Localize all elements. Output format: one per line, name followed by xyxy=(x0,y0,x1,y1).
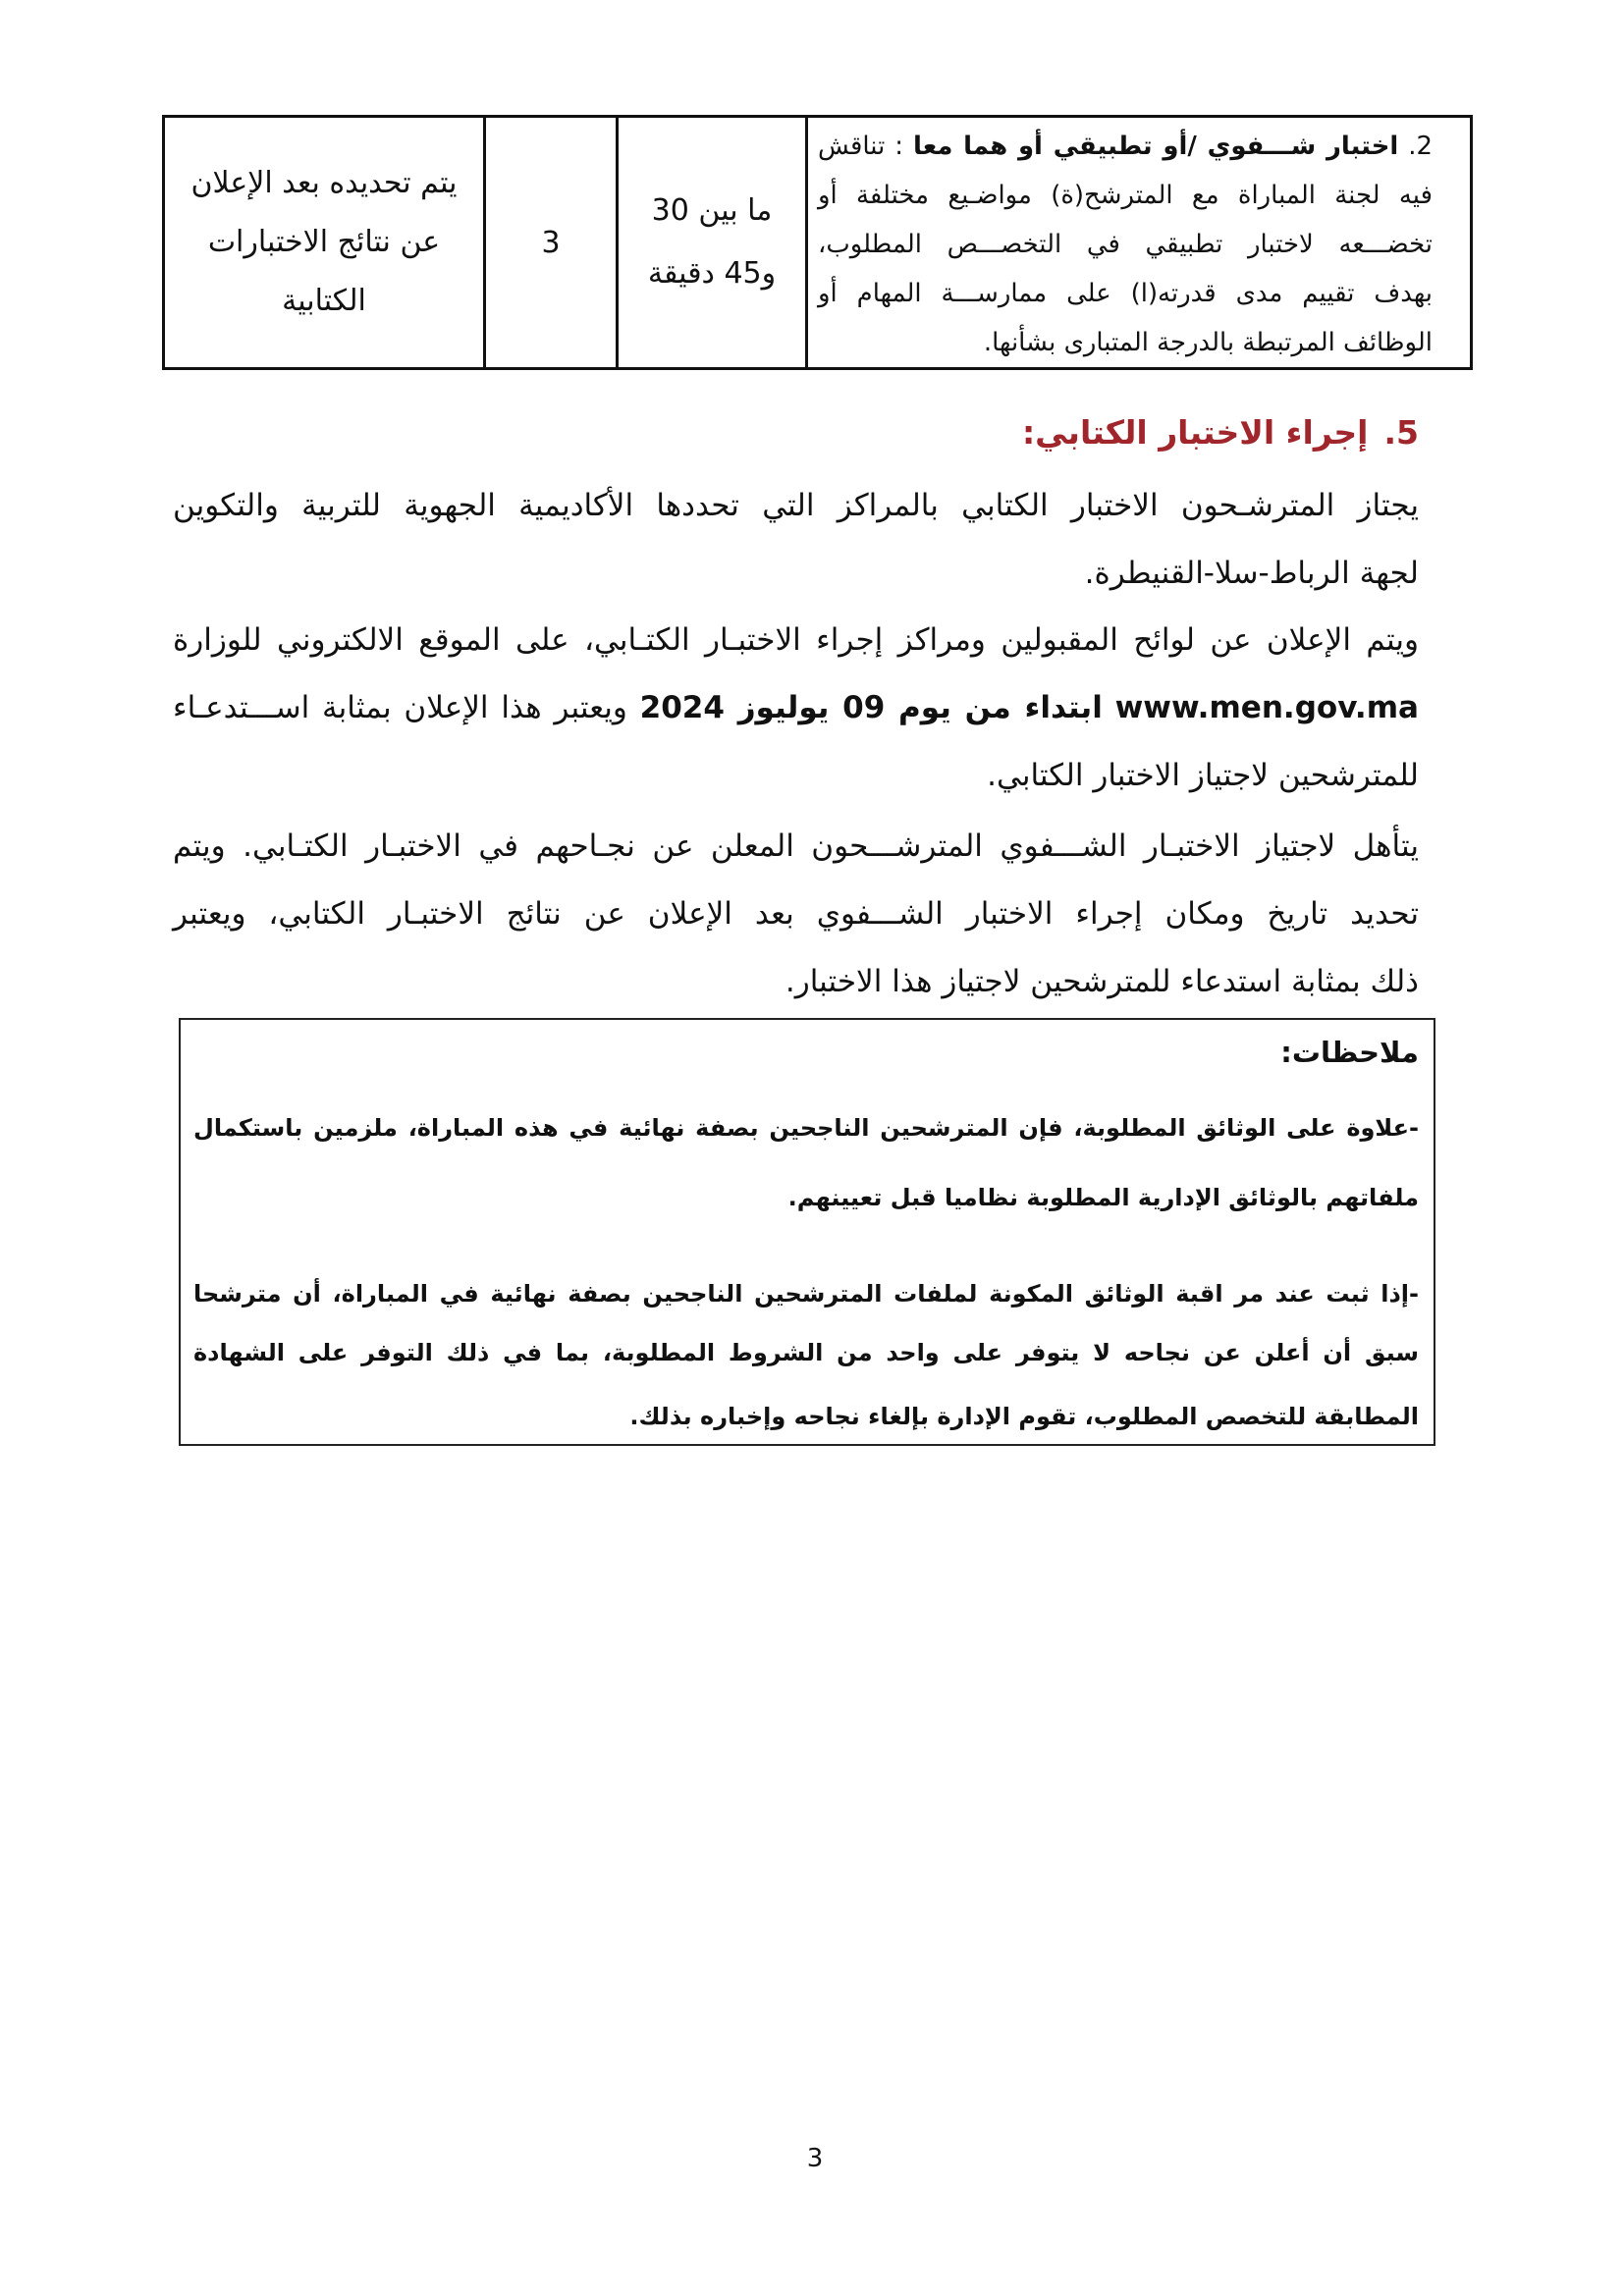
announcement-date: ابتداء من يوم 09 يوليوز 2024 xyxy=(639,690,1103,725)
paragraph-line: لجهة الرباط-سلا-القنيطرة. xyxy=(1084,556,1419,591)
duration-cell xyxy=(618,117,807,369)
date-line: يتم تحديده بعد الإعلان xyxy=(190,166,458,200)
note-line: سبق أن أعلن عن نجاحه لا يتوفر على واحد من الشروط المطلوبة، بما في ذلك التوفر على الشهادة xyxy=(193,1339,1419,1366)
note-line: -إذا ثبت عند مر اقبة الوثائق المكونة لملفات المترشحين الناجحين بصفة نهائية في المباراة، أن مترشحا xyxy=(193,1280,1419,1308)
website-url: www.men.gov.ma xyxy=(1114,690,1419,725)
section-heading xyxy=(173,403,1419,462)
duration-line: ما بين 30 xyxy=(651,193,773,228)
description-line xyxy=(818,122,1433,171)
note-line: -علاوة على الوثائق المطلوبة، فإن المترشحين الناجحين بصفة نهائية في هذه المباراة، ملزمين باستكمال xyxy=(193,1114,1419,1142)
duration-line: و45 دقيقة xyxy=(647,256,777,291)
exam-description-cell xyxy=(807,117,1472,369)
paragraph-oral-exam xyxy=(173,813,1419,1016)
exam-type-label: اختبار شـــفوي /أو تطبيقي أو هما معا xyxy=(913,132,1399,161)
date-line: الكتابية xyxy=(282,284,366,318)
notes-title: ملاحظات: xyxy=(1280,1036,1419,1069)
description-line: بهدف تقييم مدى قدرته(ا) على ممارســـة المهام أو xyxy=(818,279,1433,308)
description-line: تخضـــعه لاختبار تطبيقي في التخصـــص المطلوب، xyxy=(818,230,1433,259)
exam-table xyxy=(162,115,1473,370)
table-row xyxy=(164,117,1472,369)
note-line: ملفاتهم بالوثائق الإدارية المطلوبة نظاميا قبل تعيينهم. xyxy=(787,1184,1419,1211)
paragraph-line: للمترشحين لاجتياز الاختبار الكتابي. xyxy=(987,758,1419,793)
paragraph-exam-centers xyxy=(173,472,1419,608)
paragraph-line xyxy=(173,674,1419,742)
date-line: عن نتائج الاختبارات xyxy=(207,225,441,259)
paragraph-announcement xyxy=(173,607,1419,810)
page-number: 3 xyxy=(806,2144,824,2173)
exam-type-number: 2. xyxy=(1408,132,1433,161)
section-title: إجراء الاختبار الكتابي: xyxy=(1021,413,1369,452)
paragraph-text: ويعتبر هذا الإعلان بمثابة اســـتدعـاء xyxy=(173,690,627,725)
note-line: المطابقة للتخصص المطلوب، تقوم الإدارة بإلغاء نجاحه وإخباره بذلك. xyxy=(629,1403,1419,1430)
paragraph-line: تحديد تاريخ ومكان إجراء الاختبار الشـــفوي بعد الإعلان عن نتائج الاختبـار الكتابي، ويعتبر xyxy=(173,896,1419,932)
paragraph-line: يجتاز المترشـحون الاختبار الكتابي بالمراكز التي تحددها الأكاديمية الجهوية للتربية والتكوين xyxy=(173,488,1419,523)
description-line: فيه لجنة المباراة مع المترشح(ة) مواضـيع مختلفة أو xyxy=(818,181,1433,210)
date-cell xyxy=(164,117,485,369)
coefficient-cell: 3 xyxy=(485,117,618,369)
paragraph-line: ويتم الإعلان عن لوائح المقبولين ومراكز إجراء الاختبـار الكتـابي، على الموقع الالكتروني للوزارة xyxy=(173,622,1419,658)
paragraph-line: يتأهل لاجتياز الاختبـار الشـــفوي المترشـــحون المعلن عن نجـاحهم في الاختبـار الكتـابي. ويتم xyxy=(173,828,1419,864)
section-number: 5. xyxy=(1383,413,1419,452)
notes-box xyxy=(179,1018,1435,1446)
description-text: : تناقش xyxy=(818,132,914,161)
description-line: الوظائف المرتبطة بالدرجة المتبارى بشأنها. xyxy=(983,328,1433,357)
paragraph-line: ذلك بمثابة استدعاء للمترشحين لاجتياز هذا الاختبار. xyxy=(785,964,1419,999)
